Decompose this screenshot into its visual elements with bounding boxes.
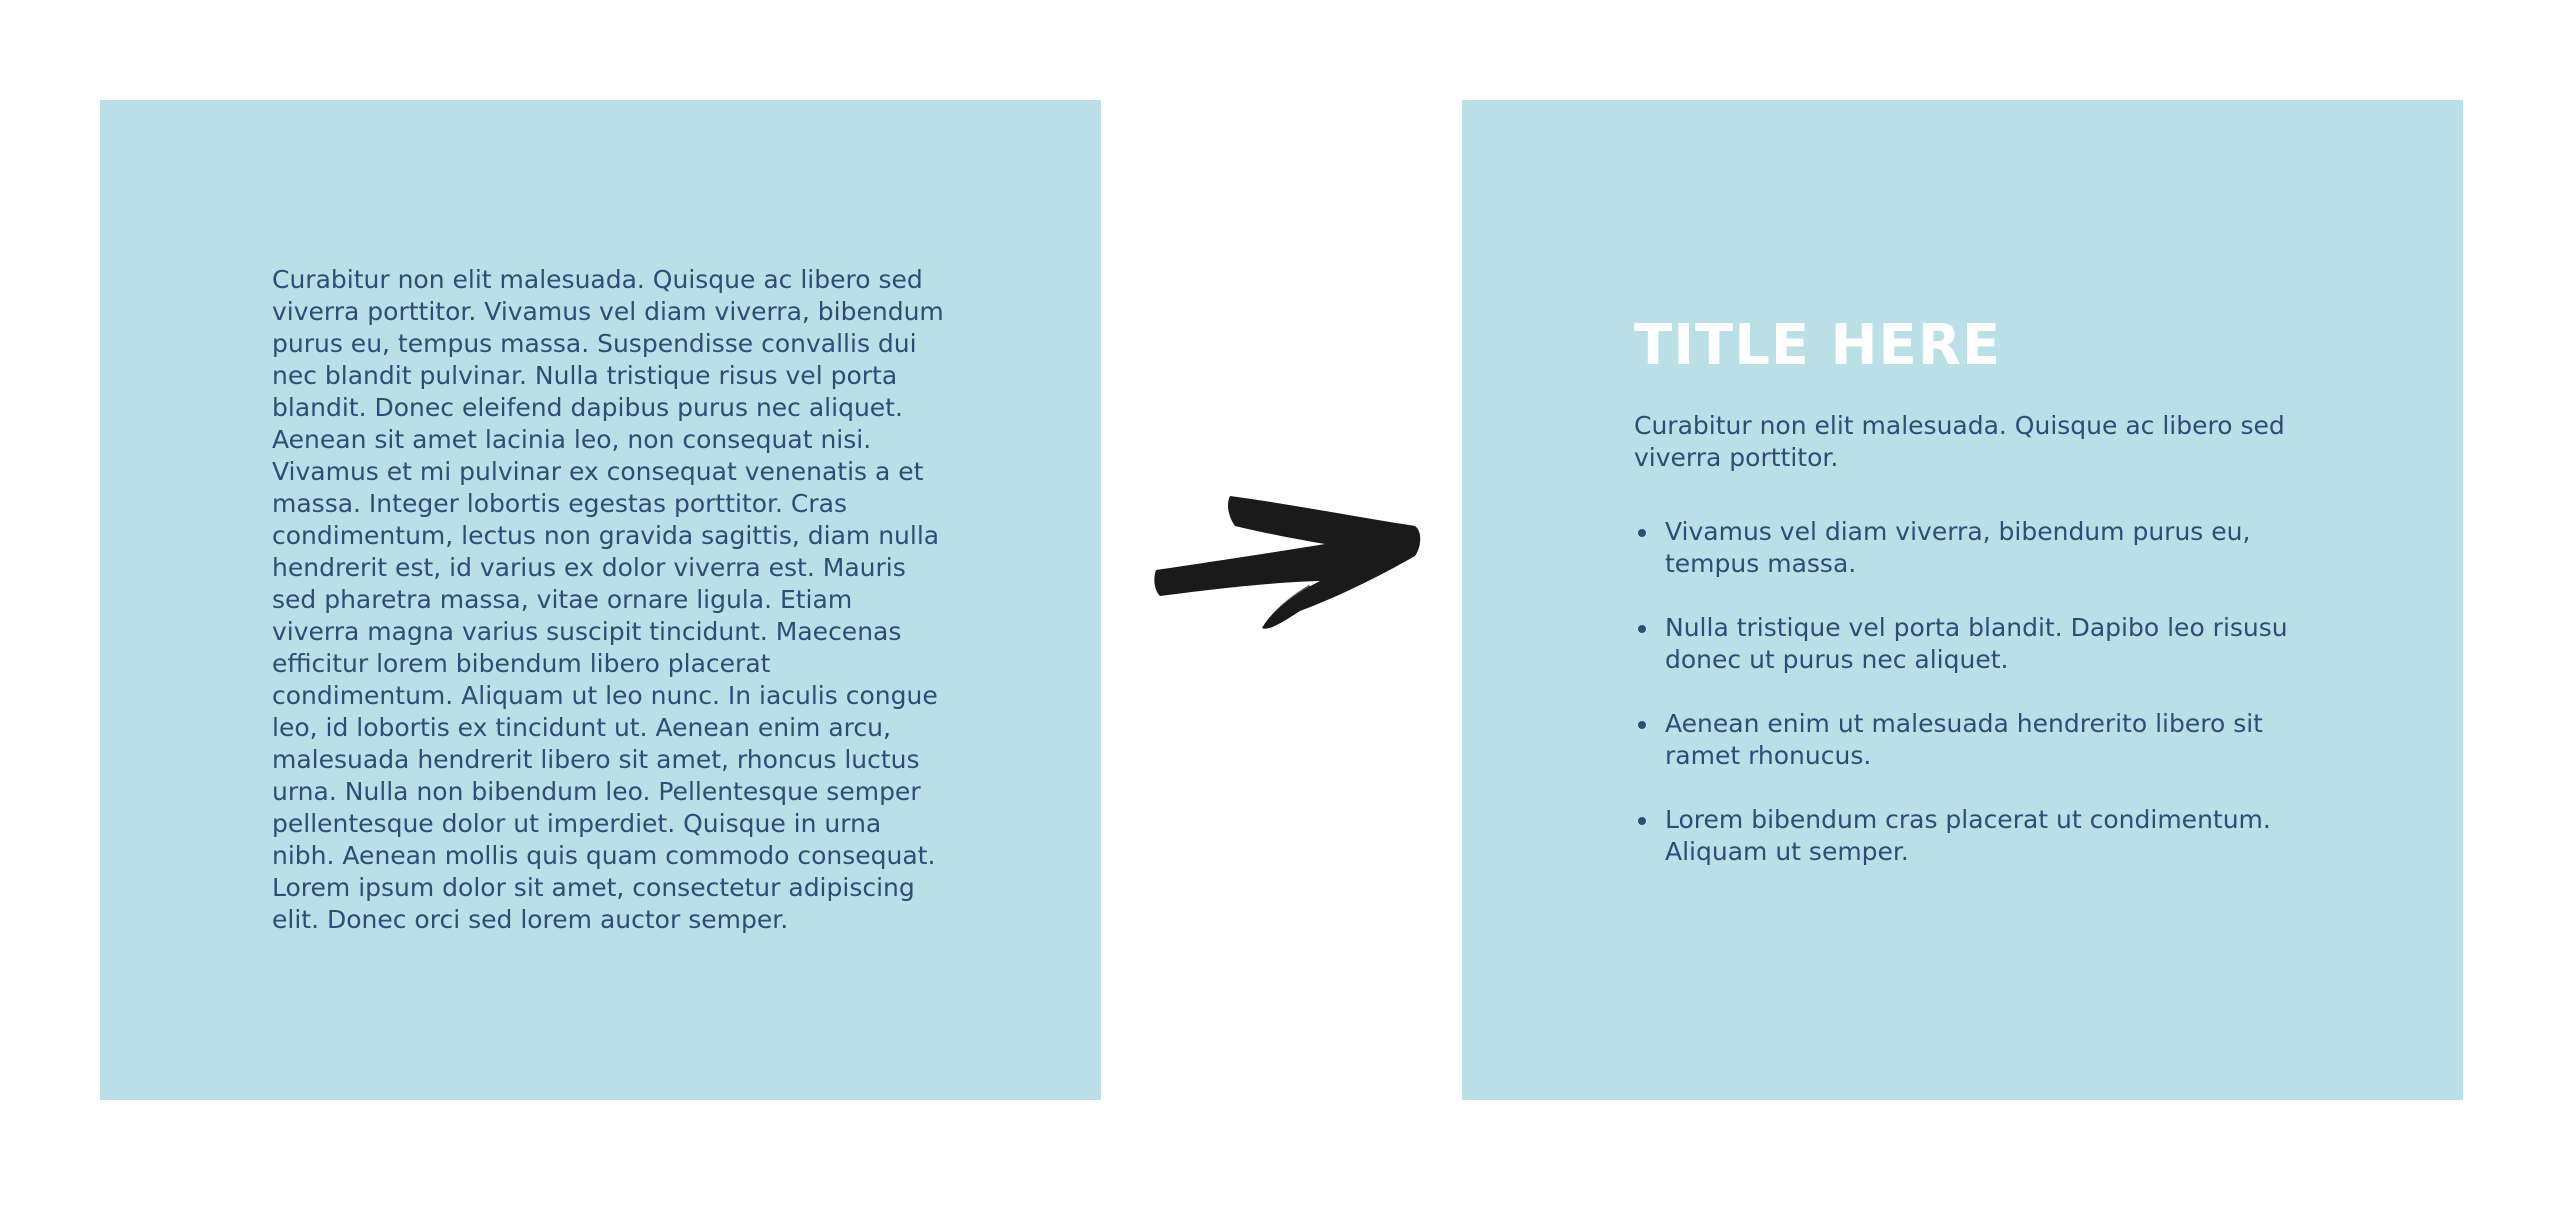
bullet-item (1634, 804, 2294, 868)
bullet-text: Nulla tristique vel porta blandit. Dapibo leo risusu donec ut purus nec aliquet. (1665, 613, 2288, 674)
bullet-text: Vivamus vel diam viverra, bibendum purus eu, tempus massa. (1665, 517, 2251, 578)
bullet-item (1634, 708, 2294, 772)
left-paragraph: Curabitur non elit malesuada. Quisque ac libero sed viverra porttitor. Vivamus vel diam viverra, bibendum purus eu, tempus massa. Suspendisse convallis dui nec blandit pulvinar. Nulla tristique risus vel porta blandit. Donec eleifend dapibus purus nec aliquet. Aenean sit amet lacinia leo, non consequat nisi. Vivamus et mi pulvinar ex consequat venenatis a et massa. Integer lobortis egestas porttitor. Cras condimentum, lectus non gravida sagittis, diam nulla hendrerit est, id varius ex dolor viverra est. Mauris sed pharetra massa, vitae ornare ligula. Etiam viverra magna varius suscipit tincidunt. Maecenas efficitur lorem bibendum libero placerat condimentum. Aliquam ut leo nunc. In iaculis congue leo, id lobortis ex tincidunt ut. Aenean enim arcu, malesuada hendrerit libero sit amet, rhoncus luctus urna. Nulla non bibendum leo. Pellentesque semper pellentesque dolor ut imperdiet. Quisque in urna nibh. Aenean mollis quis quam commodo consequat. Lorem ipsum dolor sit amet, consectetur adipiscing elit. Donec orci sed lorem auctor semper. (272, 265, 944, 934)
bullet-list (1634, 516, 2294, 900)
bullet-icon (1638, 721, 1646, 729)
bullet-text: Aenean enim ut malesuada hendrerito libero sit ramet rhonucus. (1665, 709, 2263, 770)
bullet-text: Lorem bibendum cras placerat ut condimentum. Aliquam ut semper. (1665, 805, 2271, 866)
intro-paragraph: Curabitur non elit malesuada. Quisque ac libero sed viverra porttitor. (1634, 411, 2285, 472)
brush-arrow-right-icon (1150, 486, 1425, 636)
bullet-item (1634, 612, 2294, 676)
bullet-icon (1638, 817, 1646, 825)
panel-title: TITLE HERE (1634, 313, 2002, 378)
left-panel (100, 100, 1101, 1100)
bullet-icon (1638, 529, 1646, 537)
bullet-item (1634, 516, 2294, 580)
bullet-icon (1638, 625, 1646, 633)
right-panel (1462, 100, 2463, 1100)
